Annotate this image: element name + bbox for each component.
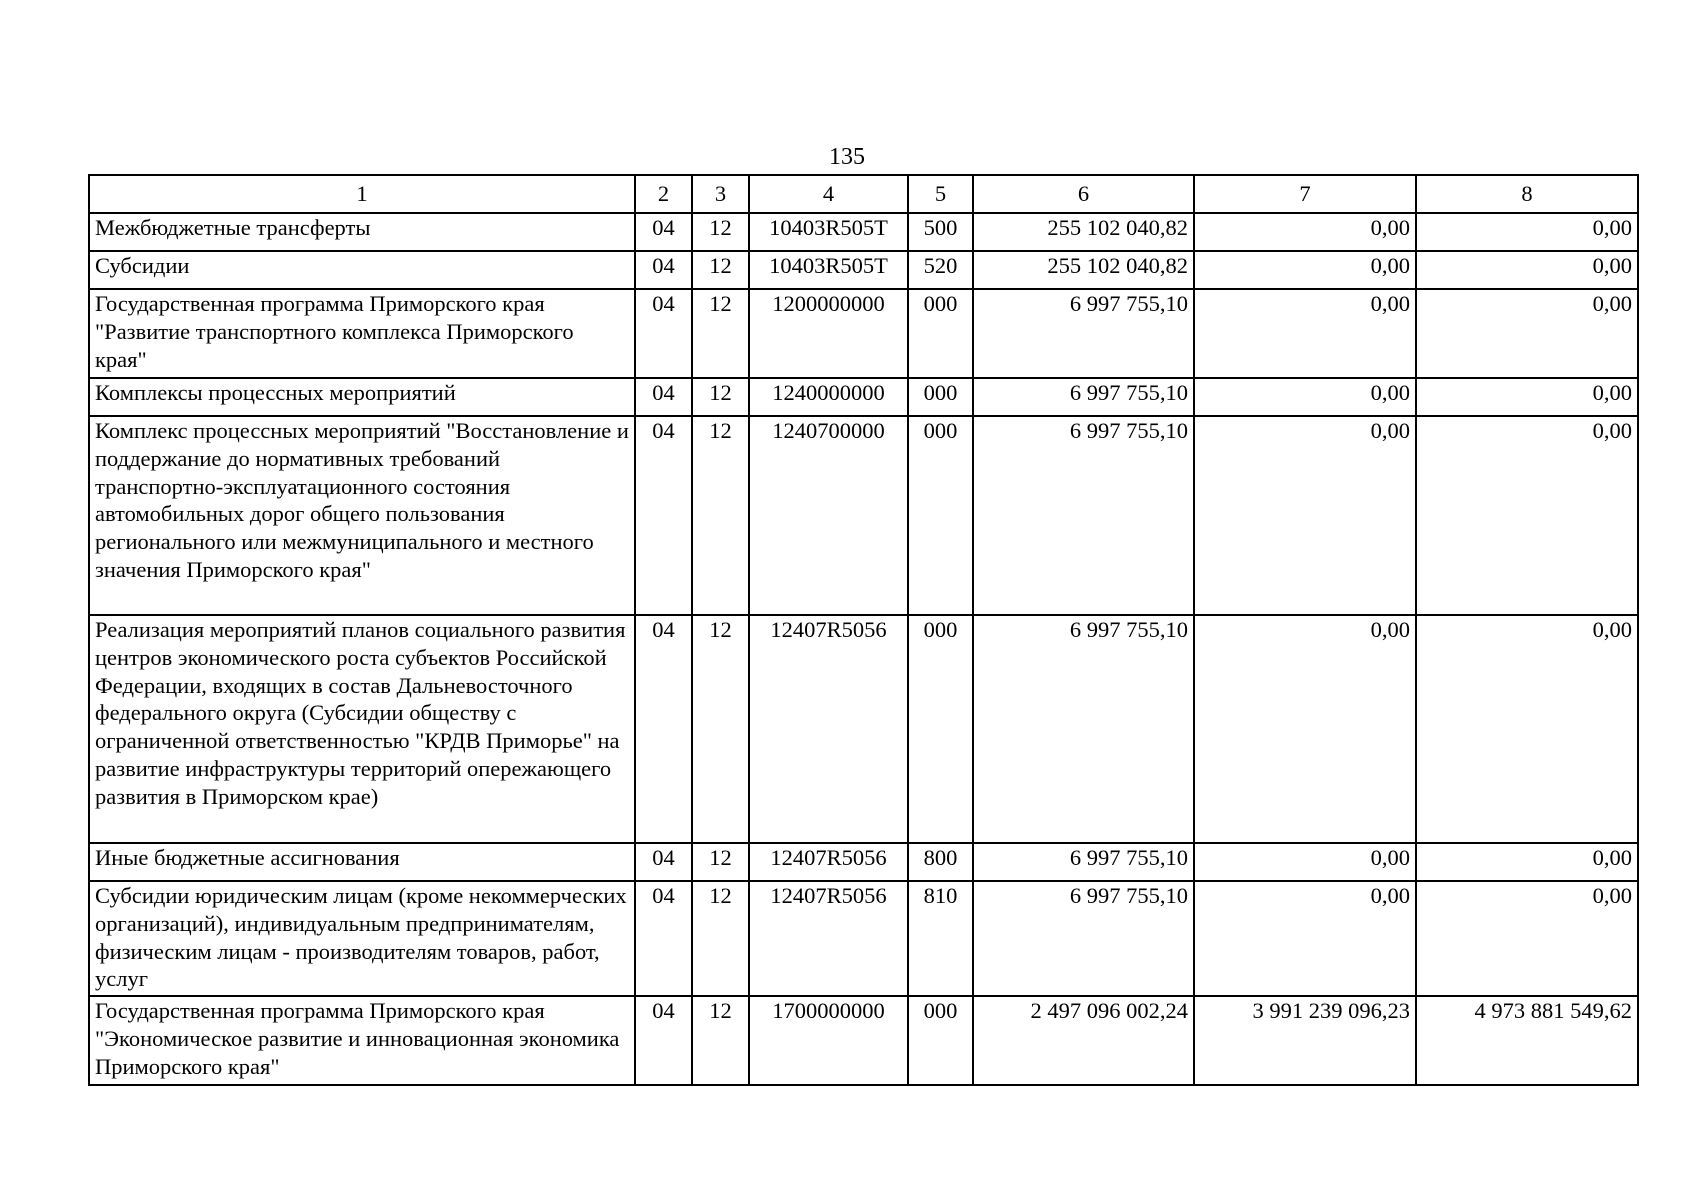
row-name: Комплекс процессных мероприятий "Восстановление и поддержание до нормативных требований транспортно-эксплуатационного состояния автомобильных дорог общего пользования регионального или межмуниципального и местного значения Приморского края" <box>89 416 635 615</box>
table-row <box>89 416 1638 615</box>
row-name: Реализация мероприятий планов социального развития центров экономического роста субъектов Российской Федерации, входящих в состав Дальневосточного федерального округа (Субсидии обществу с ограниченной ответственностью "КРДВ Приморье" на развитие инфраструктуры территорий опережающего развития в Приморском крае) <box>89 615 635 843</box>
expense-type-code: 000 <box>908 615 973 843</box>
column-header: 4 <box>749 175 908 213</box>
subsection-code: 12 <box>692 615 749 843</box>
amount-col-8: 0,00 <box>1416 289 1638 378</box>
target-article-code: 1240700000 <box>749 416 908 615</box>
column-header: 2 <box>635 175 692 213</box>
target-article-code: 12407R5056 <box>749 843 908 881</box>
amount-col-8: 0,00 <box>1416 251 1638 289</box>
table-row <box>89 881 1638 996</box>
row-name: Иные бюджетные ассигнования <box>89 843 635 881</box>
amount-col-8: 0,00 <box>1416 843 1638 881</box>
amount-col-7: 0,00 <box>1194 289 1416 378</box>
target-article-code: 10403R505T <box>749 213 908 251</box>
expense-type-code: 500 <box>908 213 973 251</box>
column-header: 8 <box>1416 175 1638 213</box>
table-row <box>89 615 1638 843</box>
amount-col-7: 0,00 <box>1194 843 1416 881</box>
subsection-code: 12 <box>692 843 749 881</box>
row-name: Комплексы процессных мероприятий <box>89 378 635 416</box>
amount-col-6: 2 497 096 002,24 <box>973 996 1194 1085</box>
amount-col-7: 0,00 <box>1194 213 1416 251</box>
amount-col-6: 255 102 040,82 <box>973 251 1194 289</box>
amount-col-6: 255 102 040,82 <box>973 213 1194 251</box>
amount-col-8: 0,00 <box>1416 213 1638 251</box>
amount-col-6: 6 997 755,10 <box>973 378 1194 416</box>
amount-col-8: 0,00 <box>1416 378 1638 416</box>
target-article-code: 1200000000 <box>749 289 908 378</box>
section-code: 04 <box>635 251 692 289</box>
section-code: 04 <box>635 881 692 996</box>
row-name: Субсидии <box>89 251 635 289</box>
page-number: 135 <box>829 144 865 170</box>
amount-col-8: 0,00 <box>1416 416 1638 615</box>
amount-col-7: 0,00 <box>1194 615 1416 843</box>
target-article-code: 12407R5056 <box>749 881 908 996</box>
section-code: 04 <box>635 213 692 251</box>
column-header: 3 <box>692 175 749 213</box>
table-row <box>89 378 1638 416</box>
section-code: 04 <box>635 378 692 416</box>
amount-col-7: 0,00 <box>1194 378 1416 416</box>
target-article-code: 12407R5056 <box>749 615 908 843</box>
subsection-code: 12 <box>692 881 749 996</box>
amount-col-6: 6 997 755,10 <box>973 843 1194 881</box>
expense-type-code: 810 <box>908 881 973 996</box>
section-code: 04 <box>635 289 692 378</box>
target-article-code: 1700000000 <box>749 996 908 1085</box>
target-article-code: 10403R505T <box>749 251 908 289</box>
budget-table <box>88 174 1639 1086</box>
expense-type-code: 000 <box>908 289 973 378</box>
column-header: 5 <box>908 175 973 213</box>
expense-type-code: 000 <box>908 416 973 615</box>
subsection-code: 12 <box>692 996 749 1085</box>
expense-type-code: 000 <box>908 378 973 416</box>
table-row <box>89 213 1638 251</box>
section-code: 04 <box>635 843 692 881</box>
column-header: 6 <box>973 175 1194 213</box>
table-row <box>89 251 1638 289</box>
amount-col-6: 6 997 755,10 <box>973 881 1194 996</box>
section-code: 04 <box>635 996 692 1085</box>
amount-col-8: 4 973 881 549,62 <box>1416 996 1638 1085</box>
row-name: Межбюджетные трансферты <box>89 213 635 251</box>
amount-col-6: 6 997 755,10 <box>973 416 1194 615</box>
section-code: 04 <box>635 615 692 843</box>
amount-col-6: 6 997 755,10 <box>973 289 1194 378</box>
subsection-code: 12 <box>692 416 749 615</box>
row-name: Государственная программа Приморского края "Экономическое развитие и инновационная экономика Приморского края" <box>89 996 635 1085</box>
subsection-code: 12 <box>692 213 749 251</box>
amount-col-7: 3 991 239 096,23 <box>1194 996 1416 1085</box>
expense-type-code: 000 <box>908 996 973 1085</box>
expense-type-code: 520 <box>908 251 973 289</box>
column-header: 1 <box>89 175 635 213</box>
section-code: 04 <box>635 416 692 615</box>
row-name: Субсидии юридическим лицам (кроме некоммерческих организаций), индивидуальным предпринимателям, физическим лицам - производителям товаров, работ, услуг <box>89 881 635 996</box>
amount-col-8: 0,00 <box>1416 881 1638 996</box>
subsection-code: 12 <box>692 378 749 416</box>
table-row <box>89 996 1638 1085</box>
subsection-code: 12 <box>692 251 749 289</box>
table-row <box>89 289 1638 378</box>
amount-col-7: 0,00 <box>1194 251 1416 289</box>
row-name: Государственная программа Приморского края "Развитие транспортного комплекса Приморского края" <box>89 289 635 378</box>
expense-type-code: 800 <box>908 843 973 881</box>
header-row <box>89 175 1638 213</box>
amount-col-7: 0,00 <box>1194 416 1416 615</box>
table-row <box>89 843 1638 881</box>
amount-col-8: 0,00 <box>1416 615 1638 843</box>
amount-col-6: 6 997 755,10 <box>973 615 1194 843</box>
subsection-code: 12 <box>692 289 749 378</box>
amount-col-7: 0,00 <box>1194 881 1416 996</box>
column-header: 7 <box>1194 175 1416 213</box>
target-article-code: 1240000000 <box>749 378 908 416</box>
